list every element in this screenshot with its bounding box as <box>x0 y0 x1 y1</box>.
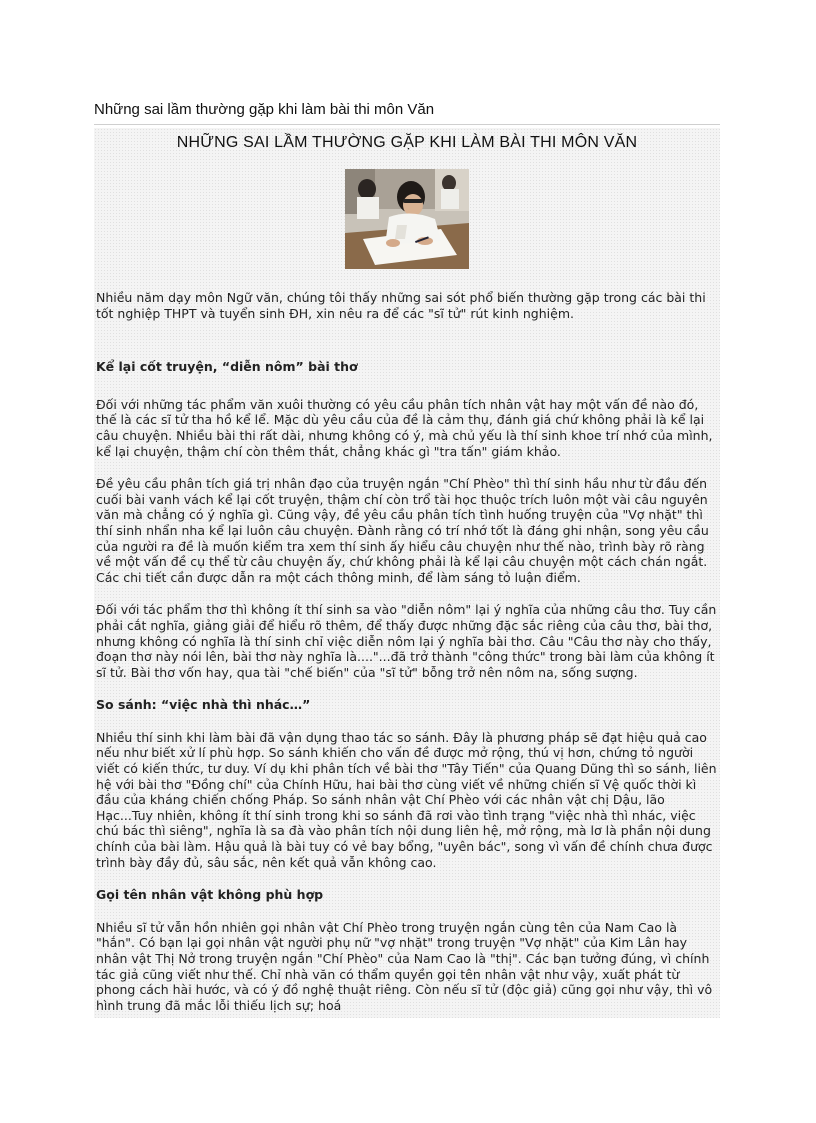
section1-paragraph-2: Đề yêu cầu phân tích giá trị nhân đạo của truyện ngắn "Chí Phèo" thì thí sinh hầu như từ đầu đến cuối bài vanh vách kể lại cốt truyện, thậm chí còn trổ tài học thuộc trích luôn một vài câu nguyên văn mà chẳng có ý nghĩa gì. Cũng vậy, đề yêu cầu phân tích tình huống truyện của "Vợ nhặt" thì thí sinh nhẩn nha kể lại luôn câu chuyện. Đành rằng có trí nhớ tốt là đáng ghi nhận, song yêu cầu của người ra đề là muốn kiểm tra xem thí sinh ấy hiểu câu chuyện như thế nào, trình bày rõ ràng về một vấn đề cụ thể từ câu chuyện ấy, chứ không phải là kể lại câu chuyện một cách chán ngắt. Các chi tiết cần được dẫn ra một cách thông minh, để làm sáng tỏ luận điểm. <box>96 476 709 585</box>
students-exam-photo <box>345 169 469 269</box>
section3-paragraph-1: Nhiều sĩ tử vẫn hồn nhiên gọi nhân vật Chí Phèo trong truyện ngắn cùng tên của Nam Cao là "hắn". Có bạn lại gọi nhân vật người phụ nữ "vợ nhặt" trong truyện "Vợ nhặt" của Kim Lân hay nhân vật Thị Nở trong truyện ngắn "Chí Phèo" của Nam Cao là "thị". Các bạn tưởng đúng, vì chính tác giả cũng viết như thế. Chỉ nhà văn có thẩm quyền gọi tên nhân vật như vậy, xuất phát từ phong cách hài hước, và có ý đồ nghệ thuật riêng. Còn nếu sĩ tử (độc giả) cũng gọi như vậy, thì vô hình trung đã mắc lỗi thiếu lịch sự; hoá <box>96 919 713 1013</box>
section1-paragraph-1: Đối với những tác phẩm văn xuôi thường có yêu cầu phân tích nhân vật hay một vấn đề nào đó, thế là các sĩ tử tha hồ kể lể. Mặc dù yêu cầu của đề là cảm thụ, đánh giá chứ không phải là kể lại câu chuyện. Nhiều bài thi rất dài, nhưng không có ý, mà chủ yếu là thí sinh khoe trí nhớ của mình, kể lại chuyện, thậm chí còn thêm thắt, chẳng khác gì "tra tấn" giám khảo. <box>96 396 713 459</box>
article-body <box>94 128 720 1018</box>
section-heading-comparison: So sánh: “việc nhà thì nhác…” <box>96 697 311 713</box>
section1-paragraph-3: Đối với tác phẩm thơ thì không ít thí sinh sa vào "diễn nôm" lại ý nghĩa của những câu thơ. Tuy cần phải cắt nghĩa, giảng giải để hiểu rõ thêm, để thấy được những đặc sắc riêng của câu thơ, bài thơ, nhưng không có nghĩa là thí sinh chỉ việc diễn nôm lại ý nghĩa bài thơ. Câu "Câu thơ này cho thấy, đoạn thơ này nói lên, bài thơ này nghĩa là...."...đã trở thành "công thức" trong bài làm của không ít sĩ tử. Bài thơ vốn hay, qua tài "chế biến" của "sĩ tử" bỗng trở nên nôm na, sống sượng. <box>96 602 717 680</box>
page-title: Những sai lầm thường gặp khi làm bài thi môn Văn <box>94 101 720 125</box>
article-heading: NHỮNG SAI LẦM THƯỜNG GẶP KHI LÀM BÀI THI MÔN VĂN <box>176 134 638 151</box>
section-heading-character-naming: Gọi tên nhân vật không phù hợp <box>96 887 324 903</box>
section2-paragraph-1: Nhiều thí sinh khi làm bài đã vận dụng thao tác so sánh. Đây là phương pháp sẽ đạt hiệu quả cao nếu như biết xử lí phù hợp. So sánh khiến cho vấn đề được mở rộng, thú vị hơn, chứng tỏ người viết có kiến thức, tư duy. Ví dụ khi phân tích về bài thơ "Tây Tiến" của Quang Dũng thì so sánh, liên hệ với bài thơ "Đồng chí" của Chính Hữu, hai bài thơ cùng viết về những chiến sĩ Vệ quốc thời kì đầu của kháng chiến chống Pháp. So sánh nhân vật Chí Phèo với các nhân vật chị Dậu, lão Hạc...Tuy nhiên, không ít thí sinh trong khi so sánh đã rơi vào tình trạng "việc nhà thì nhác, việc chú bác thì siêng", nghĩa là sa đà vào phân tích nội dung liên hệ, mở rộng, mà lơ là phần nội dung chính của bài làm. Hậu quả là bài tuy có vẻ bay bổng, "uyên bác", song vì vấn đề chính chưa được trình bày đầy đủ, sâu sắc, nên kết quả vẫn không cao. <box>96 729 717 870</box>
intro-paragraph: Nhiều năm dạy môn Ngữ văn, chúng tôi thấy những sai sót phổ biến thường gặp trong các bài thi tốt nghiệp THPT và tuyển sinh ĐH, xin nêu ra để các "sĩ tử" rút kinh nghiệm. <box>96 290 706 321</box>
section-heading-story-retelling: Kể lại cốt truyện, “diễn nôm” bài thơ <box>96 359 358 375</box>
